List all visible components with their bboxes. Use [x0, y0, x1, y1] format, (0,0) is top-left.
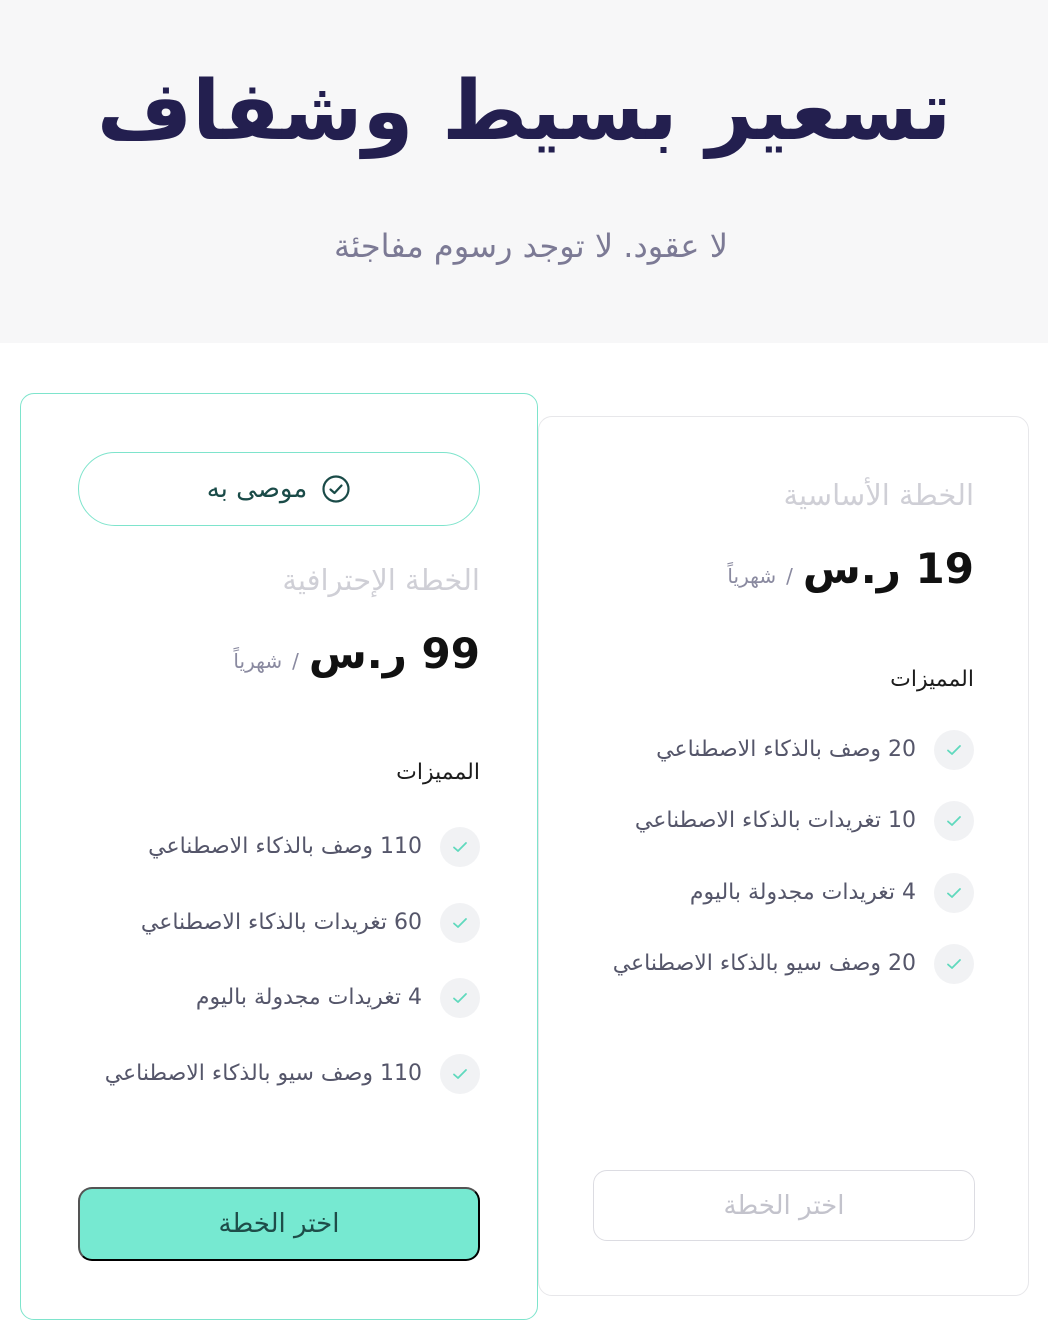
recommended-badge — [78, 452, 480, 526]
page-subtitle: لا عقود. لا توجد رسوم مفاجئة — [334, 227, 728, 265]
billing-period: شهرياً — [233, 649, 283, 673]
check-icon — [440, 827, 480, 867]
feature-item — [196, 978, 480, 1018]
plan-name: الخطة الأساسية — [783, 478, 974, 512]
price-row — [727, 541, 974, 597]
plan-price: 19 ر.س — [802, 544, 974, 593]
feature-text: 20 وصف سيو بالذكاء الاصطناعي — [612, 951, 916, 976]
price-row — [233, 626, 480, 682]
check-icon — [934, 944, 974, 984]
pricing-hero — [0, 0, 1048, 343]
feature-item — [656, 730, 974, 770]
plan-name: الخطة الإحترافية — [282, 563, 480, 597]
plan-card-pro — [20, 393, 538, 1320]
price-separator: / — [292, 649, 299, 673]
feature-item — [148, 827, 480, 867]
page-title: تسعير بسيط وشفاف — [96, 64, 952, 159]
price-separator: / — [786, 564, 793, 588]
check-icon — [934, 801, 974, 841]
features-title: المميزات — [890, 667, 974, 692]
feature-text: 10 تغريدات بالذكاء الاصطناعي — [634, 808, 916, 833]
badge-label: موصى به — [206, 474, 308, 504]
plan-price: 99 ر.س — [308, 629, 480, 678]
feature-item — [635, 801, 974, 841]
feature-text: 110 وصف بالذكاء الاصطناعي — [148, 834, 422, 859]
check-icon — [440, 903, 480, 943]
feature-text: 20 وصف بالذكاء الاصطناعي — [656, 737, 916, 762]
choose-plan-button[interactable]: اختر الخطة — [593, 1170, 975, 1241]
features-title: المميزات — [396, 760, 480, 785]
plan-card-basic — [538, 416, 1029, 1296]
check-icon — [440, 1054, 480, 1094]
feature-text: 4 تغريدات مجدولة باليوم — [689, 880, 916, 905]
feature-item — [613, 944, 974, 984]
check-icon — [934, 873, 974, 913]
feature-item — [690, 873, 974, 913]
feature-item — [141, 903, 480, 943]
check-icon — [440, 978, 480, 1018]
feature-text: 110 وصف سيو بالذكاء الاصطناعي — [104, 1061, 422, 1086]
check-circle-icon — [321, 474, 351, 504]
check-icon — [934, 730, 974, 770]
feature-text: 60 تغريدات بالذكاء الاصطناعي — [140, 910, 422, 935]
choose-plan-button[interactable]: اختر الخطة — [78, 1187, 480, 1261]
feature-item — [105, 1054, 480, 1094]
billing-period: شهرياً — [727, 564, 777, 588]
feature-text: 4 تغريدات مجدولة باليوم — [195, 985, 422, 1010]
